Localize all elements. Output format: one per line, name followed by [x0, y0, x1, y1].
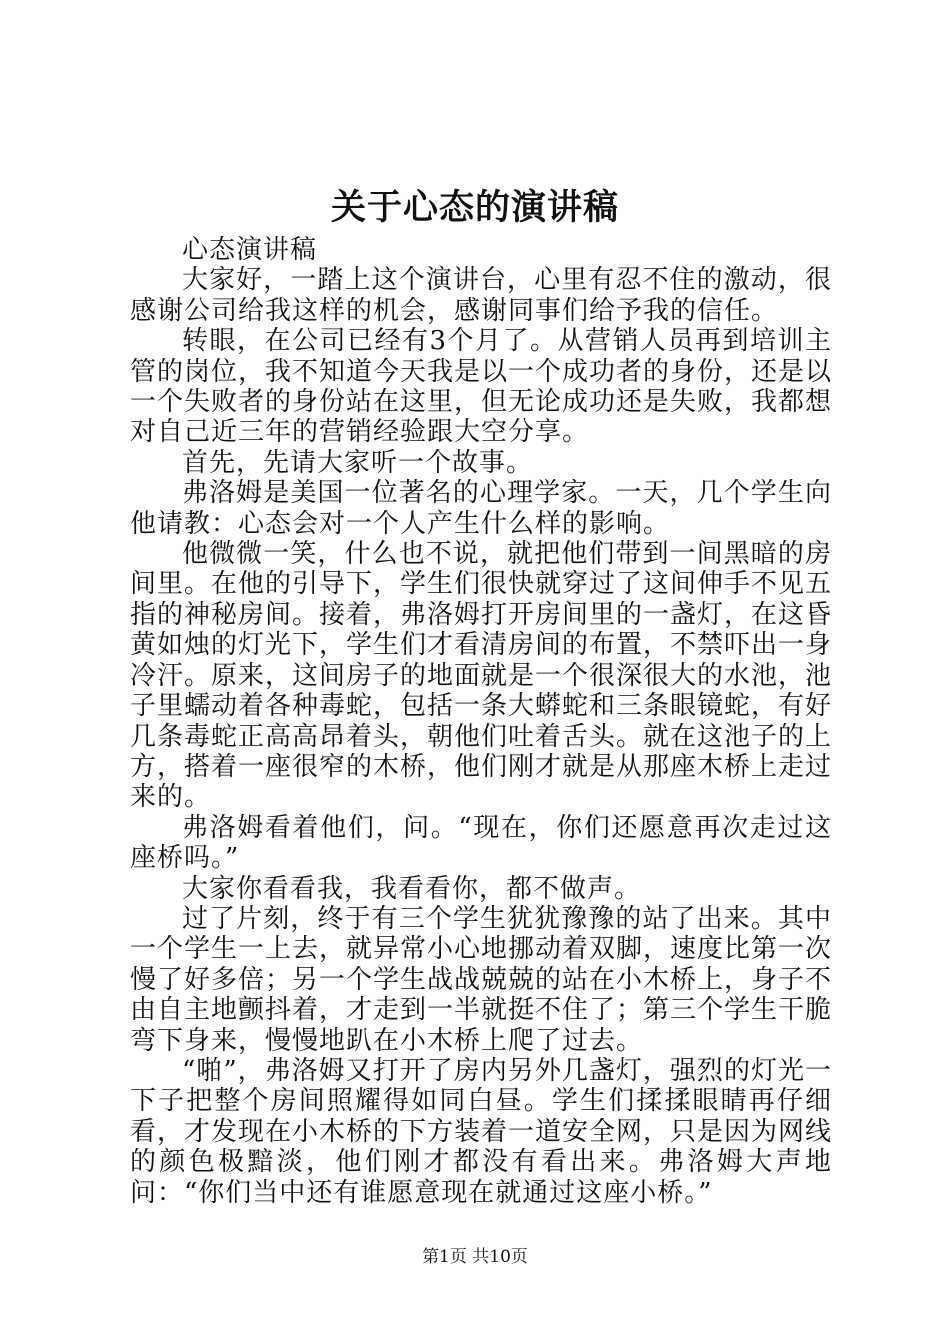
page-footer: 第1页 共10页 [422, 1247, 528, 1267]
paragraph: 转眼，在公司已经有3个月了。从营销人员再到培训主管的岗位，我不知道今天我是以一个成功者的身份，还是以一个失败者的身份站在这里，但无论成功还是失败，我都想对自己近三年的营销经验跟大空分享。 [130, 326, 833, 448]
document-title: 关于心态的演讲稿 [330, 187, 619, 228]
paragraph: 大家你看看我，我看看你，都不做声。 [182, 873, 642, 904]
paragraph: 过了片刻，终于有三个学生犹犹豫豫的站了出来。其中一个学生一上去，就异常小心地挪动着双脚，速度比第一次慢了好多倍；另一个学生战战兢兢的站在小木桥上，身子不由自主地颤抖着，才走到一半就挺不住了；第三个学生干脆弯下身来，慢慢地趴在小木桥上爬了过去。 [130, 903, 833, 1056]
paragraph: 弗洛姆是美国一位著名的心理学家。一天，几个学生向他请教：心态会对一个人产生什么样的影响。 [130, 478, 832, 539]
paragraph: 他微微一笑，什么也不说，就把他们带到一间黑暗的房间里。在他的引导下，学生们很快就穿过了这间伸手不见五指的神秘房间。接着，弗洛姆打开房间里的一盏灯，在这昏黄如烛的灯光下，学生们才看清房间的布置，不禁吓出一身冷汗。原来，这间房子的地面就是一个很深很大的水池，池子里蠕动着各种毒蛇，包括一条大蟒蛇和三条眼镜蛇，有好几条毒蛇正高高昂着头，朝他们吐着舌头。就在这池子的上方，搭着一座很窄的木桥，他们刚才就是从那座木桥上走过来的。 [130, 539, 833, 813]
document-body [130, 235, 832, 1208]
paragraph: 心态演讲稿 [182, 235, 318, 265]
paragraph: 大家好，一踏上这个演讲台，心里有忍不住的激动，很感谢公司给我这样的机会，感谢同事们给予我的信任。 [130, 265, 832, 326]
paragraph: 首先，先请大家听一个故事。 [182, 447, 534, 478]
paragraph: “啪”，弗洛姆又打开了房内另外几盏灯，强烈的灯光一下子把整个房间照耀得如同白昼。学生们揉揉眼睛再仔细看，才发现在小木桥的下方装着一道安全网，只是因为网线的颜色极黯淡，他们刚才都没有看出来。弗洛姆大声地问：“你们当中还有谁愿意现在就通过这座小桥。” [130, 1055, 833, 1208]
paragraph: 弗洛姆看着他们，问。“现在，你们还愿意再次走过这座桥吗。” [130, 812, 832, 874]
